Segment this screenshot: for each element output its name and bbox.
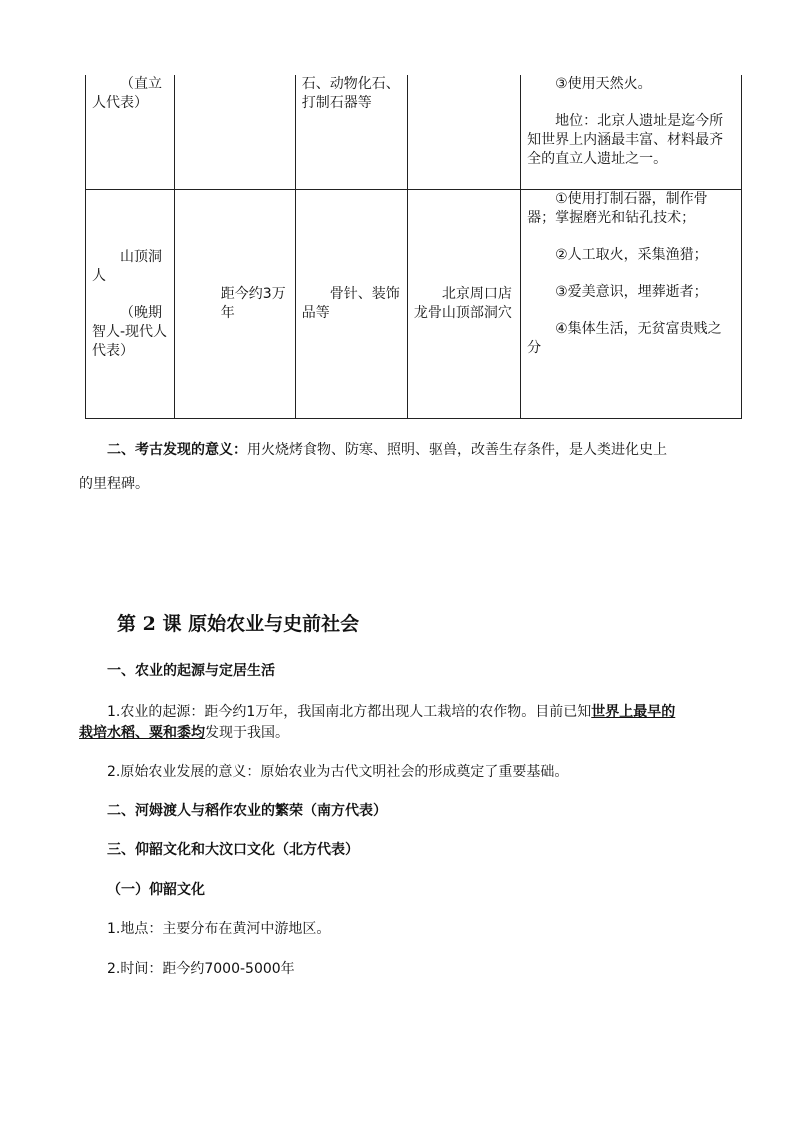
- section-heading: 三、仰韶文化和大汶口文化（北方代表）: [107, 842, 359, 858]
- cell-name: [86, 75, 175, 190]
- relics-text: 骨针、装饰品等: [301, 286, 400, 321]
- significance-line1: [107, 440, 727, 460]
- significance-text: 用火烧烤食物、防寒、照明、驱兽，改善生存条件，是人类进化史上: [247, 442, 667, 458]
- site-text: 北京周口店龙骨山顶部洞穴: [413, 286, 512, 321]
- cell-life: [521, 75, 742, 190]
- paragraph: 2.时间：距今约7000-5000年: [107, 961, 295, 977]
- name-note: （晚期智人-现代人代表）: [92, 304, 168, 359]
- p1-post: 发现于我国。: [205, 725, 289, 741]
- life-item: ③爱美意识，埋葬逝者；: [555, 284, 708, 300]
- cell-time: [174, 75, 295, 190]
- life-item: ③使用天然火。: [555, 76, 652, 92]
- significance-line2: 的里程碑。: [79, 476, 149, 492]
- table-row: [86, 190, 742, 419]
- cell-relics: [295, 190, 407, 419]
- paragraph: [79, 723, 719, 743]
- history-table: [85, 75, 742, 419]
- name-text: 山顶洞人: [92, 248, 162, 284]
- lesson-title: 第 2 课 原始农业与史前社会: [117, 613, 360, 635]
- cell-relics: [295, 75, 407, 190]
- time-text: 距今约3万年: [220, 286, 286, 321]
- paragraph: 1.地点：主要分布在黄河中游地区。: [107, 921, 331, 937]
- subsection-heading: （一）仰韶文化: [107, 882, 205, 898]
- p1-underline: 世界上最早的: [591, 704, 676, 720]
- cell-time: [174, 190, 295, 419]
- section-heading: 一、农业的起源与定居生活: [107, 663, 275, 679]
- cell-site: [407, 75, 520, 190]
- section-heading: 二、河姆渡人与稻作农业的繁荣（南方代表）: [107, 803, 387, 819]
- name-text: （直立人代表）: [92, 76, 162, 111]
- cell-life: [521, 190, 742, 419]
- life-item: ①使用打制石器，制作骨器；掌握磨光和钻孔技术；: [527, 191, 708, 226]
- cell-name: [86, 190, 175, 419]
- significance-label: 二、考古发现的意义：: [107, 442, 247, 458]
- table-row: [86, 75, 742, 190]
- status-text: 地位：北京人遗址是迄今所知世界上内涵最丰富、材料最齐全的直立人遗址之一。: [527, 113, 724, 167]
- paragraph: 2.原始农业发展的意义：原始农业为古代文明社会的形成奠定了重要基础。: [107, 764, 569, 780]
- cell-site: [407, 190, 520, 419]
- p1-text: 1.农业的起源：距今约1万年，我国南北方都出现人工栽培的农作物。目前已知: [107, 704, 592, 720]
- paragraph: [107, 702, 717, 722]
- relics-text: 石、动物化石、打制石器等: [301, 76, 400, 111]
- life-item: ②人工取火，采集渔猎；: [555, 247, 708, 263]
- p1-underline-2: 栽培水稻、粟和黍均: [79, 725, 205, 741]
- life-item: ④集体生活，无贫富贵贱之分: [527, 321, 722, 356]
